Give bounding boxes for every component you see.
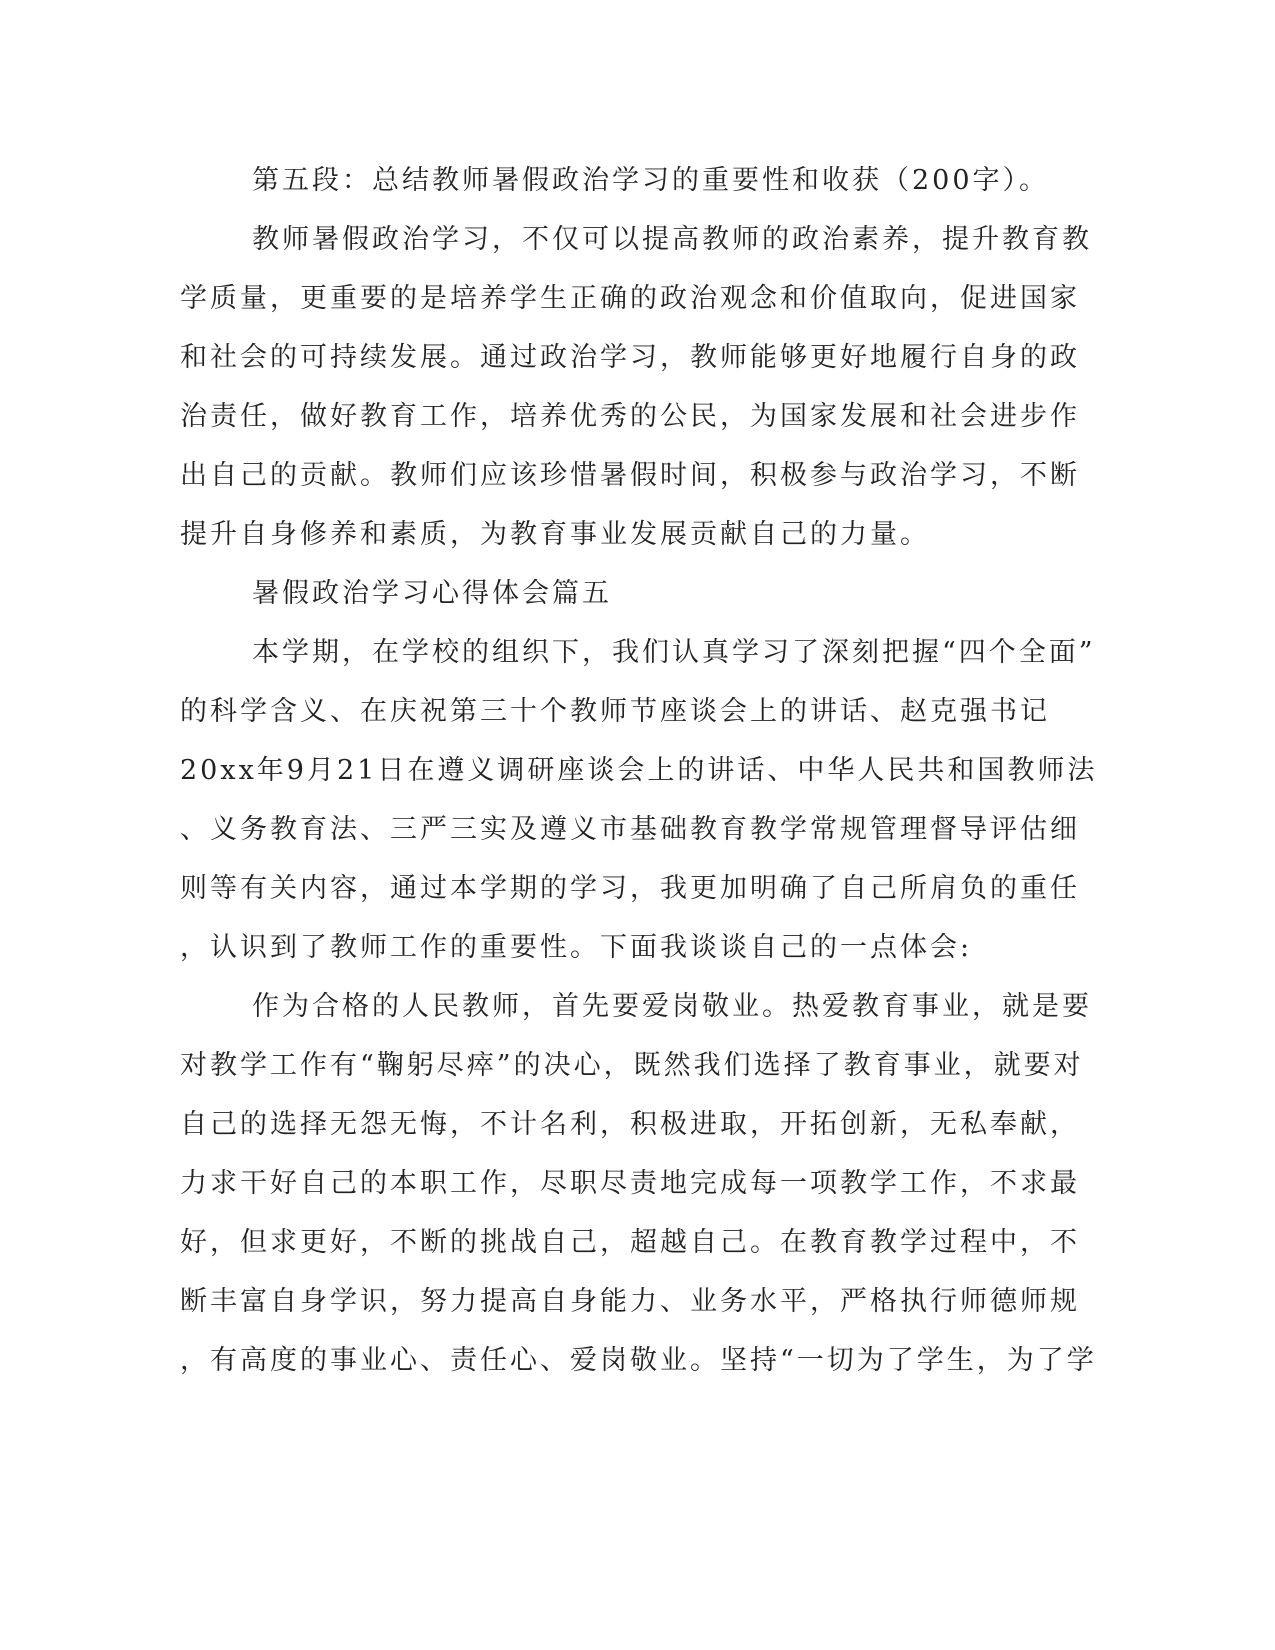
paragraph-line: ，认识到了教师工作的重要性。下面我谈谈自己的一点体会: — [180, 932, 973, 963]
paragraph-line: 对教学工作有“鞠躬尽瘁”的决心，既然我们选择了教育事业，就要对 — [180, 1050, 1084, 1081]
paragraph-line: 作为合格的人民教师，首先要爱岗敬业。热爱教育事业，就是要 — [252, 991, 1092, 1022]
paragraph-line: ，有高度的事业心、责任心、爱岗敬业。坚持“一切为了学生，为了学 — [180, 1345, 1097, 1376]
paragraph-line: 的科学含义、在庆祝第三十个教师节座谈会上的讲话、赵克强书记 — [180, 696, 1050, 727]
section-heading: 暑假政治学习心得体会篇五 — [252, 578, 612, 609]
paragraph-line: 好，但求更好，不断的挑战自己，超越自己。在教育教学过程中，不 — [180, 1227, 1080, 1258]
paragraph-line: 断丰富自身学识，努力提高自身能力、业务水平，严格执行师德师规 — [180, 1286, 1080, 1317]
paragraph-line: 第五段：总结教师暑假政治学习的重要性和收获（200字）。 — [252, 165, 1050, 196]
paragraph-line: 20xx年9月21日在遵义调研座谈会上的讲话、中华人民共和国教师法 — [180, 755, 1098, 786]
paragraph-line: 力求干好自己的本职工作，尽职尽责地完成每一项教学工作，不求最 — [180, 1168, 1080, 1199]
paragraph-line: 学质量，更重要的是培养学生正确的政治观念和价值取向，促进国家 — [180, 283, 1080, 314]
paragraph-line: 、义务教育法、三严三实及遵义市基础教育教学常规管理督导评估细 — [180, 814, 1080, 845]
paragraph-line: 则等有关内容，通过本学期的学习，我更加明确了自己所肩负的重任 — [180, 873, 1080, 904]
paragraph-line: 治责任，做好教育工作，培养优秀的公民，为国家发展和社会进步作 — [180, 401, 1080, 432]
paragraph-line: 出自己的贡献。教师们应该珍惜暑假时间，积极参与政治学习，不断 — [180, 460, 1080, 491]
paragraph-line: 和社会的可持续发展。通过政治学习，教师能够更好地履行自身的政 — [180, 342, 1080, 373]
paragraph-line: 提升自身修养和素质，为教育事业发展贡献自己的力量。 — [180, 519, 930, 550]
paragraph-line: 自己的选择无怨无悔，不计名利，积极进取，开拓创新，无私奉献， — [180, 1109, 1080, 1140]
paragraph-line: 教师暑假政治学习，不仅可以提高教师的政治素养，提升教育教 — [252, 224, 1092, 255]
paragraph-line: 本学期，在学校的组织下，我们认真学习了深刻把握“四个全面” — [252, 637, 1096, 668]
